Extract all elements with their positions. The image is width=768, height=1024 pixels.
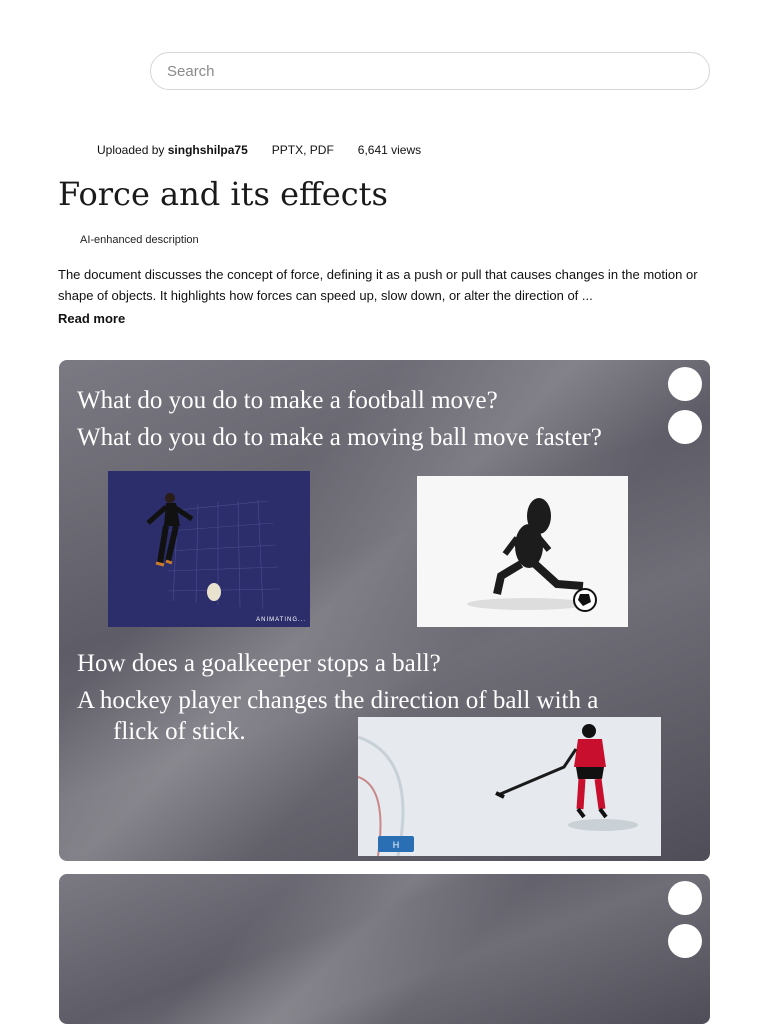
read-more-link[interactable]: Read more: [58, 311, 126, 326]
slide-text-line: A hockey player changes the direction of ball with a: [77, 687, 599, 714]
slide-text-line: flick of stick.: [113, 718, 246, 745]
slide-text-line: How does a goalkeeper stops a ball?: [77, 650, 441, 677]
document-meta: [97, 143, 421, 157]
file-formats: PPTX, PDF: [271, 143, 334, 157]
search-input[interactable]: [165, 62, 709, 81]
animating-watermark: ANIMATING...: [256, 617, 306, 623]
hockey-player-image: [358, 717, 661, 856]
slide-bullet-circle: [668, 410, 702, 444]
slide-bullet-circle: [668, 881, 702, 915]
search-bar[interactable]: [150, 52, 710, 90]
ai-enhanced-badge: AI-enhanced description: [80, 234, 199, 246]
stickman-kicking-ball-image: [417, 476, 628, 627]
uploader-link[interactable]: singhshilpa75: [167, 143, 248, 157]
footballer-kicking-image: [108, 471, 310, 627]
slide-bullet-circle: [668, 367, 702, 401]
uploaded-by-label: Uploaded by: [97, 143, 165, 157]
slide-1: [59, 360, 710, 861]
svg-text:H: H: [392, 840, 400, 850]
slide-2: [59, 874, 710, 1024]
page-title: Force and its effects: [58, 175, 388, 213]
slide-text-line: What do you do to make a moving ball move faster?: [77, 424, 602, 451]
view-count: 6,641 views: [357, 143, 422, 157]
slide-text-line: What do you do to make a football move?: [77, 387, 498, 414]
uploader-info: [97, 143, 248, 157]
slide-bullet-circle: [668, 924, 702, 958]
document-description: The document discusses the concept of force, defining it as a push or pull that causes changes in the motion or shape of objects. It highlights how forces can speed up, slow down, or alter the direction of ...: [58, 267, 698, 303]
